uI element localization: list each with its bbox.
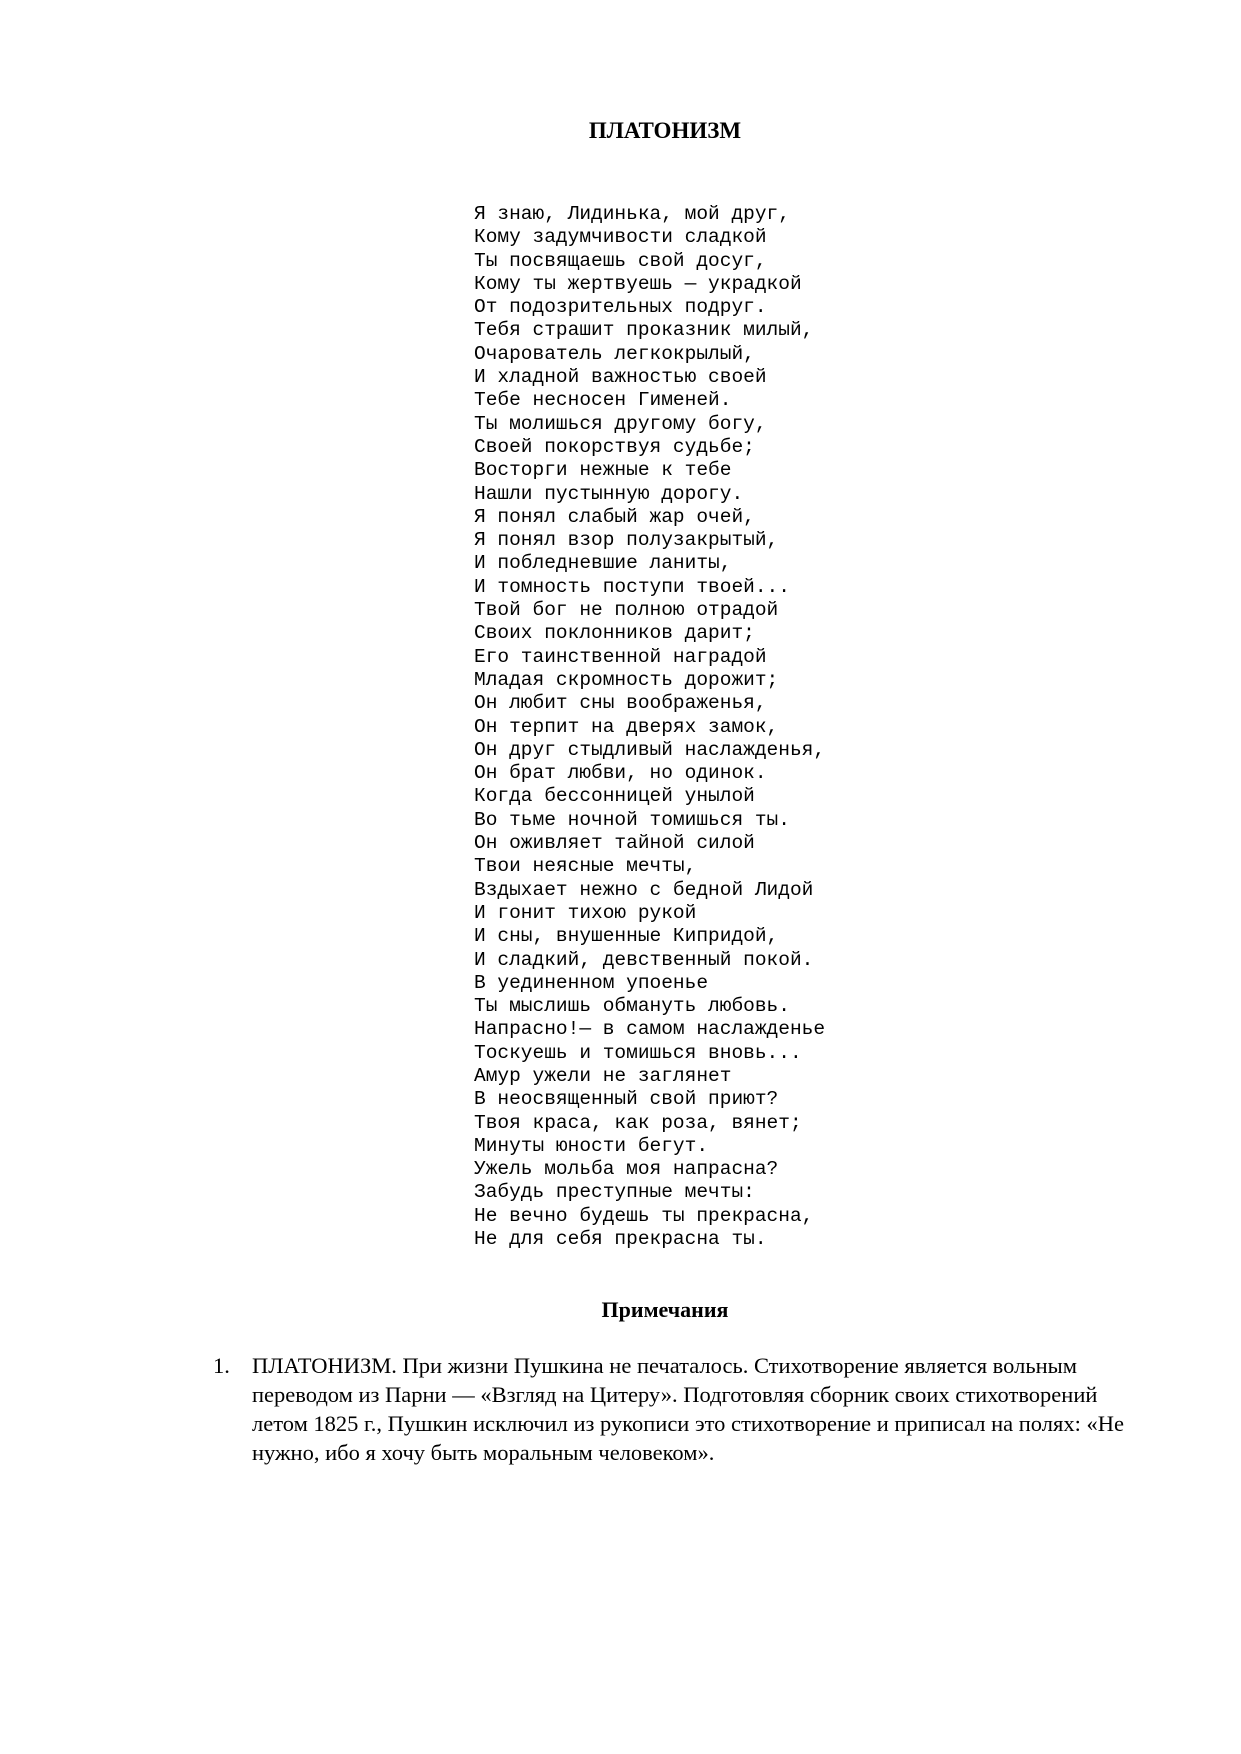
poem-line: И томность поступи твоей... <box>474 575 790 598</box>
poem-line: Я понял слабый жар очей, <box>474 505 755 528</box>
poem-line: И сладкий, девственный покой. <box>474 948 814 971</box>
poem-line: Ты мыслишь обмануть любовь. <box>474 995 790 1018</box>
poem-line: Твои неясные мечты, <box>474 855 697 878</box>
poem-line: Он брат любви, но одинок. <box>474 762 767 785</box>
poem-line: Своих поклонников дарит; <box>474 622 755 645</box>
poem-line: Он оживляет тайной силой <box>474 832 755 855</box>
poem-line: Амур ужели не заглянет <box>474 1064 732 1087</box>
poem-line: Тебя страшит проказник милый, <box>474 319 814 342</box>
poem-line: Очарователь легкокрылый, <box>474 342 755 365</box>
poem-line: И побледневшие ланиты, <box>474 552 732 575</box>
poem-line: Его таинственной наградой <box>474 645 767 668</box>
poem-line: В неосвященный свой приют? <box>474 1088 779 1111</box>
poem-line: Минуты юности бегут. <box>474 1134 709 1157</box>
poem-line: От подозрительных подруг. <box>474 296 767 319</box>
poem-line: Ужель мольба моя напрасна? <box>474 1158 779 1181</box>
poem-body <box>474 203 825 1251</box>
poem-line: Забудь преступные мечты: <box>474 1181 755 1204</box>
poem-line: Не вечно будешь ты прекрасна, <box>474 1204 814 1227</box>
poem-line: Ты молишься другому богу, <box>474 412 767 435</box>
notes-list <box>213 1351 1143 1467</box>
poem-line: Когда бессонницей унылой <box>474 785 755 808</box>
poem-line: И сны, внушенные Кипридой, <box>474 925 779 948</box>
poem-line: Я понял взор полузакрытый, <box>474 529 779 552</box>
notes-heading: Примечания <box>601 1297 729 1322</box>
poem-line: Кому задумчивости сладкой <box>474 226 767 249</box>
note-number: 1. <box>213 1353 230 1378</box>
poem-line: Тебе несносен Гименей. <box>474 389 732 412</box>
poem-line: Тоскуешь и томишься вновь... <box>474 1041 802 1064</box>
poem-line: Нашли пустынную дорогу. <box>474 482 744 505</box>
poem-line: Твоя краса, как роза, вянет; <box>474 1111 802 1134</box>
poem-line: И гонит тихою рукой <box>474 901 697 924</box>
poem-line: Он любит сны воображенья, <box>474 692 767 715</box>
poem-line: Ты посвящаешь свой досуг, <box>474 249 767 272</box>
note-item <box>213 1351 1143 1467</box>
poem-line: И хладной важностью своей <box>474 366 767 389</box>
poem-line: Вздыхает нежно с бедной Лидой <box>474 878 814 901</box>
poem-line: Я знаю, Лидинька, мой друг, <box>474 203 790 225</box>
poem-line: Восторги нежные к тебе <box>474 459 732 482</box>
poem-line: В уединенном упоенье <box>474 971 709 994</box>
poem-line: Во тьме ночной томишься ты. <box>474 808 790 831</box>
note-text: ПЛАТОНИЗМ. При жизни Пушкина не печаталось. Стихотворение является вольным переводом из Парни — «Взгляд на Цитеру». Подготовляя сборник своих стихотворений летом 1825 г., Пушкин исключил из рукописи это стихотворение и приписал на полях: «Не нужно, ибо я хочу быть моральным человеком». <box>252 1353 1124 1465</box>
poem-line: Он друг стыдливый наслажденья, <box>474 738 826 761</box>
poem-line: Младая скромность дорожит; <box>474 668 779 691</box>
poem-line: Не для себя прекрасна ты. <box>474 1228 767 1251</box>
poem-line: Кому ты жертвуешь — украдкой <box>474 272 802 295</box>
poem-line: Твой бог не полною отрадой <box>474 599 779 622</box>
poem-line: Своей покорствуя судьбе; <box>474 435 755 458</box>
poem-line: Он терпит на дверях замок, <box>474 715 779 738</box>
poem-line: Напрасно!— в самом наслажденье <box>474 1018 826 1041</box>
poem-title: ПЛАТОНИЗМ <box>588 118 742 143</box>
